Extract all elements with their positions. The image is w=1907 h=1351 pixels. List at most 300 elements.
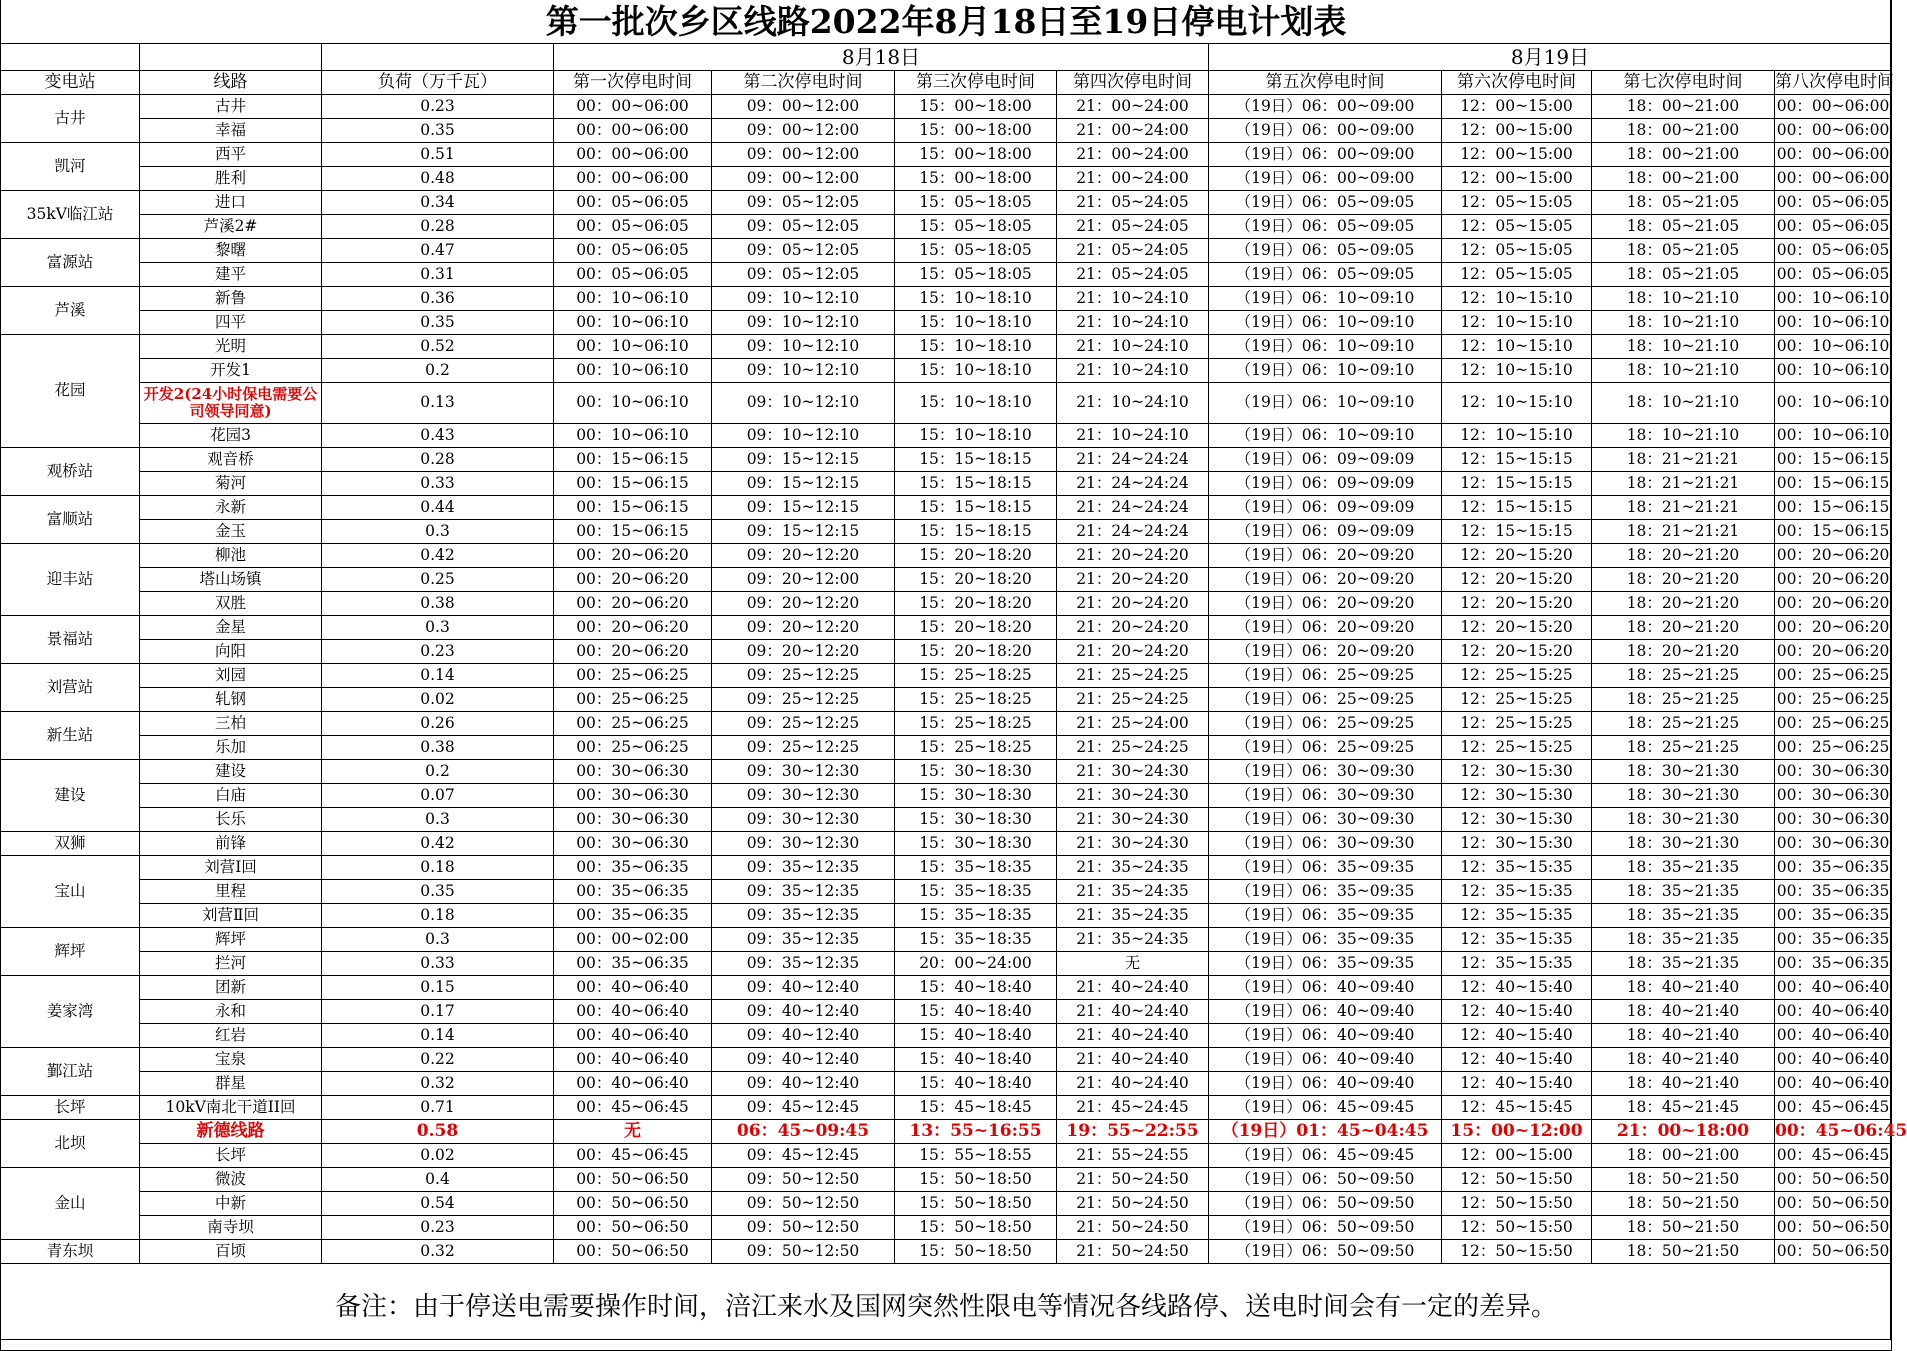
line-name: 进口 (140, 191, 322, 215)
outage-time-7: 18：25~21:25 (1592, 712, 1775, 736)
outage-time-4: 21：50~24:50 (1057, 1192, 1209, 1216)
outage-time-7: 18：30~21:30 (1592, 808, 1775, 832)
outage-time-5: （19日）06：25~09:25 (1209, 664, 1442, 688)
table-row (1, 119, 1892, 143)
outage-time-5: （19日）06：10~09:10 (1209, 311, 1442, 335)
outage-time-1: 00：35~06:35 (554, 856, 712, 880)
outage-time-4: 21：45~24:45 (1057, 1096, 1209, 1120)
outage-time-8: 00：05~06:05 (1775, 239, 1892, 263)
outage-time-8: 00：40~06:40 (1775, 1072, 1892, 1096)
outage-time-8: 00：20~06:20 (1775, 640, 1892, 664)
outage-time-1: 00：00~06:00 (554, 143, 712, 167)
col-header-outage-6: 第六次停电时间 (1442, 71, 1592, 95)
outage-time-4: 21：20~24:20 (1057, 640, 1209, 664)
table-row (1, 784, 1892, 808)
outage-time-6: 12：05~15:05 (1442, 191, 1592, 215)
outage-time-7: 18：35~21:35 (1592, 856, 1775, 880)
outage-time-1: 00：35~06:35 (554, 952, 712, 976)
load-value: 0.32 (322, 1240, 554, 1264)
station-name: 辉坪 (1, 928, 140, 976)
outage-time-7: 18：00~21:00 (1592, 143, 1775, 167)
load-value: 0.71 (322, 1096, 554, 1120)
outage-time-8: 00：40~06:40 (1775, 1000, 1892, 1024)
outage-time-5: （19日）01：45~04:45 (1209, 1120, 1442, 1144)
outage-time-7: 18：00~21:00 (1592, 167, 1775, 191)
outage-time-6: 15：00~12:00 (1442, 1120, 1592, 1144)
outage-time-4: 21：10~24:10 (1057, 287, 1209, 311)
outage-time-1: 00：05~06:05 (554, 263, 712, 287)
outage-time-3: 15：50~18:50 (895, 1168, 1057, 1192)
table-row (1, 1216, 1892, 1240)
station-name: 北坝 (1, 1120, 140, 1168)
date-header-19: 8月19日 (1209, 44, 1892, 71)
outage-time-2: 09：10~12:10 (712, 359, 895, 383)
outage-time-5: （19日）06：05~09:05 (1209, 239, 1442, 263)
outage-time-5: （19日）06：20~09:20 (1209, 640, 1442, 664)
table-row (1, 1168, 1892, 1192)
outage-time-8: 00：50~06:50 (1775, 1216, 1892, 1240)
load-value: 0.54 (322, 1192, 554, 1216)
outage-time-8: 00：15~06:15 (1775, 520, 1892, 544)
outage-time-4: 21：05~24:05 (1057, 239, 1209, 263)
outage-time-5: （19日）06：45~09:45 (1209, 1144, 1442, 1168)
line-name: 柳池 (140, 544, 322, 568)
outage-time-6: 12：40~15:40 (1442, 976, 1592, 1000)
table-row (1, 1096, 1892, 1120)
line-name: 乐加 (140, 736, 322, 760)
load-value: 0.23 (322, 95, 554, 119)
outage-time-4: 21：10~24:10 (1057, 359, 1209, 383)
line-name: 建平 (140, 263, 322, 287)
outage-time-8: 00：05~06:05 (1775, 215, 1892, 239)
outage-time-1: 00：20~06:20 (554, 640, 712, 664)
outage-time-1: 00：40~06:40 (554, 1048, 712, 1072)
table-row (1, 424, 1892, 448)
table-row (1, 640, 1892, 664)
outage-time-6: 12：10~15:10 (1442, 424, 1592, 448)
outage-time-2: 09：20~12:20 (712, 544, 895, 568)
load-value: 0.23 (322, 1216, 554, 1240)
outage-time-8: 00：10~06:10 (1775, 335, 1892, 359)
outage-time-5: （19日）06：45~09:45 (1209, 1096, 1442, 1120)
outage-time-2: 09：40~12:40 (712, 1000, 895, 1024)
line-name: 宝泉 (140, 1048, 322, 1072)
outage-time-4: 21：40~24:40 (1057, 976, 1209, 1000)
outage-time-6: 12：00~15:00 (1442, 167, 1592, 191)
outage-time-1: 00：00~06:00 (554, 119, 712, 143)
outage-time-8: 00：40~06:40 (1775, 1024, 1892, 1048)
outage-time-3: 15：00~18:00 (895, 143, 1057, 167)
outage-time-8: 00：00~06:00 (1775, 95, 1892, 119)
load-value: 0.02 (322, 1144, 554, 1168)
line-name: 轧钢 (140, 688, 322, 712)
outage-time-1: 00：35~06:35 (554, 904, 712, 928)
table-row (1, 928, 1892, 952)
outage-time-6: 12：10~15:10 (1442, 383, 1592, 424)
outage-time-5: （19日）06：00~09:00 (1209, 95, 1442, 119)
table-row (1, 143, 1892, 167)
table-row (1, 383, 1892, 424)
station-name: 金山 (1, 1168, 140, 1240)
outage-time-1: 00：40~06:40 (554, 1000, 712, 1024)
outage-time-7: 18：21~21:21 (1592, 520, 1775, 544)
outage-time-8: 00：00~06:00 (1775, 143, 1892, 167)
outage-time-7: 18：10~21:10 (1592, 383, 1775, 424)
outage-time-4: 21：00~24:00 (1057, 95, 1209, 119)
line-name: 花园3 (140, 424, 322, 448)
outage-time-2: 09：00~12:00 (712, 167, 895, 191)
station-name: 凯河 (1, 143, 140, 191)
table-row (1, 1024, 1892, 1048)
load-value: 0.35 (322, 880, 554, 904)
outage-time-2: 09：05~12:05 (712, 215, 895, 239)
table-row (1, 191, 1892, 215)
load-value: 0.43 (322, 424, 554, 448)
outage-time-8: 00：35~06:35 (1775, 856, 1892, 880)
outage-time-3: 15：20~18:20 (895, 616, 1057, 640)
outage-time-4: 21：50~24:50 (1057, 1240, 1209, 1264)
station-name: 富顺站 (1, 496, 140, 544)
outage-time-2: 09：30~12:30 (712, 784, 895, 808)
col-header-station: 变电站 (1, 71, 140, 95)
outage-time-7: 18：25~21:25 (1592, 736, 1775, 760)
outage-time-5: （19日）06：40~09:40 (1209, 1072, 1442, 1096)
outage-time-5: （19日）06：09~09:09 (1209, 520, 1442, 544)
station-name: 双狮 (1, 832, 140, 856)
outage-time-6: 12：15~15:15 (1442, 496, 1592, 520)
outage-time-1: 00：10~06:10 (554, 424, 712, 448)
station-name: 新生站 (1, 712, 140, 760)
station-name: 观桥站 (1, 448, 140, 496)
load-value: 0.42 (322, 832, 554, 856)
outage-time-8: 00：45~06:45 (1775, 1144, 1892, 1168)
outage-time-7: 21：00~18:00 (1592, 1120, 1775, 1144)
outage-time-4: 21：24~24:24 (1057, 520, 1209, 544)
outage-time-1: 00：10~06:10 (554, 383, 712, 424)
table-row (1, 856, 1892, 880)
outage-time-3: 15：15~18:15 (895, 472, 1057, 496)
station-name: 古井 (1, 95, 140, 143)
outage-time-5: （19日）06：10~09:10 (1209, 335, 1442, 359)
line-name: 胜利 (140, 167, 322, 191)
outage-time-1: 00：00~06:00 (554, 167, 712, 191)
load-value: 0.33 (322, 472, 554, 496)
title-row (1, 0, 1892, 44)
outage-time-6: 12：40~15:40 (1442, 1048, 1592, 1072)
note-body (1, 1264, 1892, 1351)
outage-time-1: 00：15~06:15 (554, 520, 712, 544)
load-value: 0.32 (322, 1072, 554, 1096)
outage-time-5: （19日）06：10~09:10 (1209, 383, 1442, 424)
outage-time-1: 00：25~06:25 (554, 712, 712, 736)
outage-time-6: 12：20~15:20 (1442, 544, 1592, 568)
outage-time-8: 00：15~06:15 (1775, 496, 1892, 520)
outage-time-3: 15：15~18:15 (895, 496, 1057, 520)
load-value: 0.58 (322, 1120, 554, 1144)
outage-time-2: 09：10~12:10 (712, 287, 895, 311)
outage-time-8: 00：00~06:00 (1775, 167, 1892, 191)
outage-time-3: 20：00~24:00 (895, 952, 1057, 976)
table-row (1, 1048, 1892, 1072)
outage-time-8: 00：50~06:50 (1775, 1168, 1892, 1192)
station-name: 景福站 (1, 616, 140, 664)
station-name: 刘营站 (1, 664, 140, 712)
load-value: 0.22 (322, 1048, 554, 1072)
outage-time-5: （19日）06：40~09:40 (1209, 976, 1442, 1000)
outage-time-4: 21：10~24:10 (1057, 424, 1209, 448)
outage-time-3: 15：10~18:10 (895, 383, 1057, 424)
table-row (1, 1144, 1892, 1168)
outage-time-8: 00：30~06:30 (1775, 784, 1892, 808)
outage-time-2: 09：20~12:20 (712, 616, 895, 640)
outage-time-8: 00：15~06:15 (1775, 448, 1892, 472)
outage-time-3: 13：55~16:55 (895, 1120, 1057, 1144)
outage-time-4: 21：00~24:00 (1057, 143, 1209, 167)
load-value: 0.3 (322, 616, 554, 640)
outage-time-1: 00：45~06:45 (554, 1096, 712, 1120)
col-header-outage-8: 第八次停电时间 (1775, 71, 1892, 95)
outage-time-5: （19日）06：10~09:10 (1209, 287, 1442, 311)
outage-time-6: 12：25~15:25 (1442, 712, 1592, 736)
outage-time-4: 21：25~24:25 (1057, 736, 1209, 760)
outage-time-7: 18：00~21:00 (1592, 119, 1775, 143)
load-value: 0.34 (322, 191, 554, 215)
outage-time-5: （19日）06：10~09:10 (1209, 359, 1442, 383)
outage-time-1: 00：00~06:00 (554, 95, 712, 119)
outage-time-2: 09：50~12:50 (712, 1216, 895, 1240)
outage-time-3: 15：25~18:25 (895, 688, 1057, 712)
line-name: 红岩 (140, 1024, 322, 1048)
load-value: 0.31 (322, 263, 554, 287)
outage-time-6: 12：20~15:20 (1442, 640, 1592, 664)
outage-time-4: 21：35~24:35 (1057, 904, 1209, 928)
outage-time-3: 15：10~18:10 (895, 311, 1057, 335)
outage-time-5: （19日）06：30~09:30 (1209, 808, 1442, 832)
outage-time-1: 00：50~06:50 (554, 1168, 712, 1192)
table-row (1, 496, 1892, 520)
table-row (1, 472, 1892, 496)
outage-time-1: 00：10~06:10 (554, 335, 712, 359)
table-row (1, 359, 1892, 383)
line-name: 观音桥 (140, 448, 322, 472)
outage-time-6: 12：50~15:50 (1442, 1192, 1592, 1216)
outage-time-5: （19日）06：35~09:35 (1209, 904, 1442, 928)
outage-time-3: 15：05~18:05 (895, 239, 1057, 263)
outage-time-6: 12：20~15:20 (1442, 592, 1592, 616)
col-header-line: 线路 (140, 71, 322, 95)
station-name: 鄞江站 (1, 1048, 140, 1096)
outage-time-3: 15：20~18:20 (895, 592, 1057, 616)
outage-time-1: 00：10~06:10 (554, 287, 712, 311)
outage-time-1: 00：05~06:05 (554, 191, 712, 215)
outage-time-1: 00：15~06:15 (554, 472, 712, 496)
load-value: 0.02 (322, 688, 554, 712)
outage-time-8: 00：25~06:25 (1775, 688, 1892, 712)
line-name: 前锋 (140, 832, 322, 856)
outage-time-6: 12：25~15:25 (1442, 736, 1592, 760)
outage-time-7: 18：30~21:30 (1592, 832, 1775, 856)
station-name: 35kV临江站 (1, 191, 140, 239)
outage-time-6: 12：20~15:20 (1442, 616, 1592, 640)
outage-time-4: 21：30~24:30 (1057, 784, 1209, 808)
outage-time-2: 09：25~12:25 (712, 664, 895, 688)
outage-time-7: 18：21~21:21 (1592, 472, 1775, 496)
outage-time-2: 09：10~12:10 (712, 383, 895, 424)
outage-time-6: 12：20~15:20 (1442, 568, 1592, 592)
outage-time-3: 15：50~18:50 (895, 1192, 1057, 1216)
station-name: 长坪 (1, 1096, 140, 1120)
outage-time-8: 00：20~06:20 (1775, 592, 1892, 616)
table-row (1, 1120, 1892, 1144)
load-value: 0.38 (322, 592, 554, 616)
line-name: 建设 (140, 760, 322, 784)
outage-time-7: 18：35~21:35 (1592, 928, 1775, 952)
outage-time-3: 15：00~18:00 (895, 95, 1057, 119)
load-value: 0.28 (322, 215, 554, 239)
station-name: 花园 (1, 335, 140, 448)
outage-time-4: 21：05~24:05 (1057, 191, 1209, 215)
outage-time-1: 00：40~06:40 (554, 976, 712, 1000)
line-name: 长坪 (140, 1144, 322, 1168)
table-row (1, 616, 1892, 640)
outage-time-8: 00：50~06:50 (1775, 1240, 1892, 1264)
outage-time-3: 15：05~18:05 (895, 191, 1057, 215)
outage-time-1: 00：40~06:40 (554, 1072, 712, 1096)
outage-time-1: 00：25~06:25 (554, 736, 712, 760)
outage-time-5: （19日）06：20~09:20 (1209, 592, 1442, 616)
outage-time-6: 12：25~15:25 (1442, 664, 1592, 688)
outage-time-7: 18：40~21:40 (1592, 1072, 1775, 1096)
outage-time-1: 00：30~06:30 (554, 784, 712, 808)
outage-time-1: 00：45~06:45 (554, 1144, 712, 1168)
load-value: 0.14 (322, 1024, 554, 1048)
outage-time-3: 15：15~18:15 (895, 448, 1057, 472)
outage-time-5: （19日）06：40~09:40 (1209, 1024, 1442, 1048)
line-name: 辉坪 (140, 928, 322, 952)
outage-time-4: 21：50~24:50 (1057, 1216, 1209, 1240)
outage-time-1: 00：20~06:20 (554, 544, 712, 568)
table-row (1, 880, 1892, 904)
line-name: 黎曙 (140, 239, 322, 263)
outage-time-7: 18：20~21:20 (1592, 568, 1775, 592)
outage-time-7: 18：20~21:20 (1592, 616, 1775, 640)
outage-time-6: 12：15~15:15 (1442, 520, 1592, 544)
outage-time-1: 00：50~06:50 (554, 1192, 712, 1216)
load-value: 0.3 (322, 808, 554, 832)
outage-time-6: 12：50~15:50 (1442, 1168, 1592, 1192)
outage-time-7: 18：20~21:20 (1592, 640, 1775, 664)
col-header-outage-2: 第二次停电时间 (712, 71, 895, 95)
outage-time-6: 12：10~15:10 (1442, 311, 1592, 335)
load-value: 0.3 (322, 520, 554, 544)
outage-time-5: （19日）06：30~09:30 (1209, 784, 1442, 808)
outage-time-6: 12：05~15:05 (1442, 215, 1592, 239)
outage-time-5: （19日）06：50~09:50 (1209, 1240, 1442, 1264)
table-row (1, 976, 1892, 1000)
outage-time-6: 12：30~15:30 (1442, 808, 1592, 832)
outage-time-5: （19日）06：25~09:25 (1209, 688, 1442, 712)
outage-time-2: 09：50~12:50 (712, 1168, 895, 1192)
outage-time-2: 09：05~12:05 (712, 239, 895, 263)
table-row (1, 335, 1892, 359)
outage-time-8: 00：30~06:30 (1775, 832, 1892, 856)
outage-time-4: 21：30~24:30 (1057, 808, 1209, 832)
load-value: 0.47 (322, 239, 554, 263)
outage-time-4: 21：10~24:10 (1057, 383, 1209, 424)
line-name-warning: 开发2(24小时保电需要公司领导同意) (143, 385, 318, 420)
line-name: 百顷 (140, 1240, 322, 1264)
outage-time-7: 18：05~21:05 (1592, 263, 1775, 287)
col-header-outage-3: 第三次停电时间 (895, 71, 1057, 95)
outage-time-3: 15：50~18:50 (895, 1240, 1057, 1264)
outage-time-6: 12：45~15:45 (1442, 1096, 1592, 1120)
line-name: 白庙 (140, 784, 322, 808)
load-value: 0.42 (322, 544, 554, 568)
line-name: 光明 (140, 335, 322, 359)
outage-time-3: 15：30~18:30 (895, 808, 1057, 832)
outage-time-7: 18：05~21:05 (1592, 239, 1775, 263)
load-value: 0.14 (322, 664, 554, 688)
outage-time-3: 15：35~18:35 (895, 856, 1057, 880)
line-name: 团新 (140, 976, 322, 1000)
outage-time-4: 21：10~24:10 (1057, 311, 1209, 335)
outage-time-4: 21：20~24:20 (1057, 592, 1209, 616)
outage-time-4: 21：00~24:00 (1057, 167, 1209, 191)
outage-time-3: 15：10~18:10 (895, 287, 1057, 311)
outage-time-5: （19日）06：35~09:35 (1209, 952, 1442, 976)
outage-time-8: 00：25~06:25 (1775, 712, 1892, 736)
outage-time-4: 21：10~24:10 (1057, 335, 1209, 359)
outage-time-3: 15：30~18:30 (895, 760, 1057, 784)
outage-time-3: 15：10~18:10 (895, 335, 1057, 359)
line-name: 刘营Ⅰ回 (140, 856, 322, 880)
outage-time-6: 12：35~15:35 (1442, 928, 1592, 952)
outage-time-8: 00：30~06:30 (1775, 760, 1892, 784)
outage-time-3: 15：00~18:00 (895, 167, 1057, 191)
outage-time-5: （19日）06：09~09:09 (1209, 496, 1442, 520)
outage-time-2: 09：20~12:00 (712, 568, 895, 592)
outage-time-6: 12：25~15:25 (1442, 688, 1592, 712)
outage-time-3: 15：10~18:10 (895, 359, 1057, 383)
station-name: 姜家湾 (1, 976, 140, 1048)
outage-time-5: （19日）06：35~09:35 (1209, 880, 1442, 904)
outage-time-4: 21：25~24:25 (1057, 664, 1209, 688)
line-name: 里程 (140, 880, 322, 904)
outage-time-8: 00：00~06:00 (1775, 119, 1892, 143)
line-name: 新德线路 (140, 1120, 322, 1144)
load-value: 0.18 (322, 904, 554, 928)
outage-time-5: （19日）06：50~09:50 (1209, 1216, 1442, 1240)
outage-time-7: 18：05~21:05 (1592, 191, 1775, 215)
outage-time-6: 12：30~15:30 (1442, 784, 1592, 808)
outage-time-2: 09：40~12:40 (712, 976, 895, 1000)
outage-time-8: 00：20~06:20 (1775, 568, 1892, 592)
station-name: 青东坝 (1, 1240, 140, 1264)
outage-time-6: 12：50~15:50 (1442, 1216, 1592, 1240)
outage-time-7: 18：20~21:20 (1592, 592, 1775, 616)
outage-time-2: 09：50~12:50 (712, 1192, 895, 1216)
outage-time-3: 15：50~18:50 (895, 1216, 1057, 1240)
outage-time-4: 21：20~24:20 (1057, 544, 1209, 568)
outage-time-4: 21：24~24:24 (1057, 496, 1209, 520)
col-header-load: 负荷（万千瓦） (322, 71, 554, 95)
outage-time-1: 00：50~06:50 (554, 1216, 712, 1240)
outage-time-1: 00：05~06:05 (554, 215, 712, 239)
load-value: 0.23 (322, 640, 554, 664)
outage-time-5: （19日）06：40~09:40 (1209, 1048, 1442, 1072)
outage-time-3: 15：40~18:40 (895, 1000, 1057, 1024)
outage-time-8: 00：40~06:40 (1775, 1048, 1892, 1072)
